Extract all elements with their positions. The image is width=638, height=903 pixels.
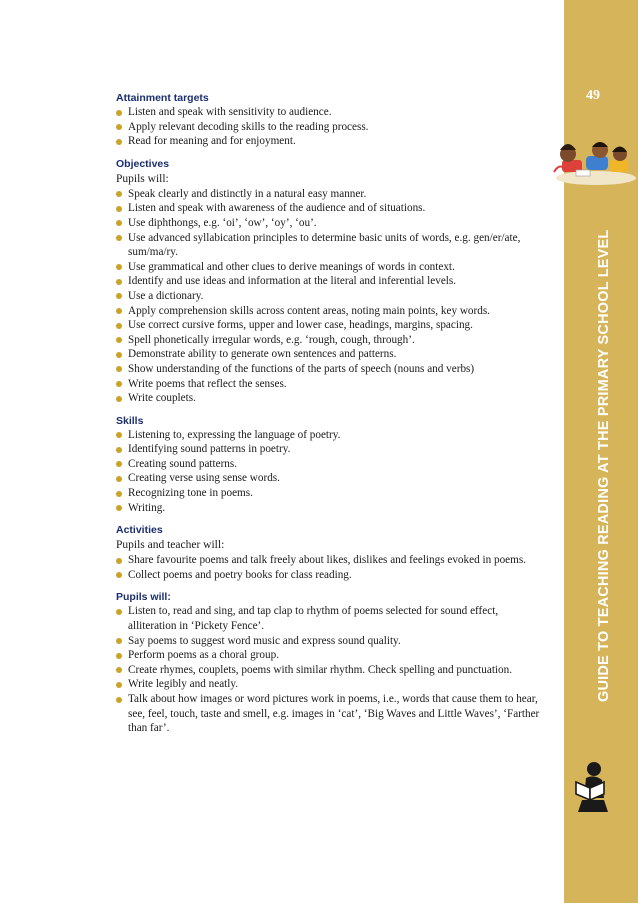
list-item: Use diphthongs, e.g. ‘oi’, ‘ow’, ‘oy’, ‘ou’. [116, 216, 546, 231]
list-item: Speak clearly and distinctly in a natural easy manner. [116, 187, 546, 202]
list-item: Apply relevant decoding skills to the reading process. [116, 120, 546, 135]
bullet-list [116, 604, 546, 735]
section-heading: Pupils will: [116, 591, 171, 604]
list-item: Read for meaning and for enjoyment. [116, 134, 546, 149]
list-item: Write poems that reflect the senses. [116, 377, 546, 392]
bullet-list [116, 187, 546, 406]
list-item: Apply comprehension skills across content areas, noting main points, key words. [116, 304, 546, 319]
list-item: Listen to, read and sing, and tap clap to rhythm of poems selected for sound effect, alliteration in ‘Pickety Fence’. [116, 604, 546, 633]
objectives-section [116, 158, 546, 406]
section-heading: Attainment targets [116, 92, 209, 104]
list-item: Use grammatical and other clues to derive meanings of words in context. [116, 260, 546, 275]
main-content [116, 92, 546, 745]
list-item: Listening to, expressing the language of poetry. [116, 428, 546, 443]
list-item: Listen and speak with sensitivity to audience. [116, 105, 546, 120]
bullet-list [116, 428, 546, 516]
section-intro: Pupils will: [116, 172, 169, 185]
list-item: Share favourite poems and talk freely about likes, dislikes and feelings evoked in poems. [116, 553, 546, 568]
activities-section [116, 524, 546, 582]
section-heading: Objectives [116, 157, 170, 170]
list-item: Write legibly and neatly. [116, 677, 546, 692]
list-item: Listen and speak with awareness of the audience and of situations. [116, 201, 546, 216]
list-item: Write couplets. [116, 391, 546, 406]
list-item: Collect poems and poetry books for class reading. [116, 568, 546, 583]
section-intro: Pupils and teacher will: [116, 539, 225, 552]
children-reading-illustration [548, 130, 638, 190]
list-item: Creating sound patterns. [116, 457, 546, 472]
bullet-list [116, 553, 546, 582]
pupils-will-section [116, 591, 546, 735]
list-item: Identify and use ideas and information at the literal and inferential levels. [116, 274, 546, 289]
list-item: Show understanding of the functions of the parts of speech (nouns and verbs) [116, 362, 546, 377]
list-item: Talk about how images or word pictures work in poems, i.e., words that cause them to hear, see, feel, touch, taste and smell, e.g. images in ‘cat’, ‘Big Waves and Little Waves’, ‘Farther than far’. [116, 692, 546, 736]
skills-section [116, 415, 546, 516]
book-title-vertical: GUIDE TO TEACHING READING AT THE PRIMARY SCHOOL LEVEL [596, 229, 612, 702]
list-item: Use correct cursive forms, upper and lower case, headings, margins, spacing. [116, 318, 546, 333]
section-heading: Activities [116, 524, 163, 537]
attainment-targets-section [116, 92, 546, 149]
list-item: Demonstrate ability to generate own sentences and patterns. [116, 347, 546, 362]
list-item: Use a dictionary. [116, 289, 546, 304]
list-item: Use advanced syllabication principles to determine basic units of words, e.g. gen/er/ate, sum/ma/ry. [116, 231, 546, 260]
reading-child-silhouette-icon [572, 760, 612, 814]
section-heading: Skills [116, 414, 144, 427]
list-item: Spell phonetically irregular words, e.g. ‘rough, cough, through’. [116, 333, 546, 348]
bullet-list [116, 105, 546, 149]
list-item: Writing. [116, 501, 546, 516]
list-item: Recognizing tone in poems. [116, 486, 546, 501]
page-number: 49 [586, 88, 600, 103]
list-item: Perform poems as a choral group. [116, 648, 546, 663]
list-item: Identifying sound patterns in poetry. [116, 442, 546, 457]
list-item: Create rhymes, couplets, poems with similar rhythm. Check spelling and punctuation. [116, 663, 546, 678]
list-item: Say poems to suggest word music and express sound quality. [116, 634, 546, 649]
list-item: Creating verse using sense words. [116, 471, 546, 486]
